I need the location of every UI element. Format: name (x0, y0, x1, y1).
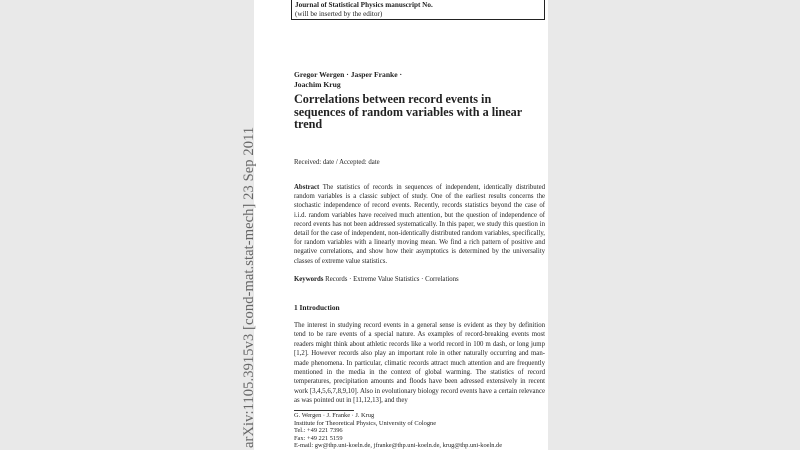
arxiv-stamp: arXiv:1105.3915v3 [cond-mat.stat-mech] 23 Sep 2011 (241, 126, 257, 448)
authors-line-2: Joachim Krug (294, 80, 341, 89)
author-list (294, 70, 544, 90)
affiliation-names: G. Wergen · J. Franke · J. Krug (294, 412, 375, 419)
abstract-label: Abstract (294, 184, 320, 191)
keywords-label: Keywords (294, 276, 324, 283)
journal-header-box (291, 0, 545, 20)
keywords-text: Records · Extreme Value Statistics · Correlations (325, 276, 459, 283)
affiliation-email: E-mail: gw@thp.uni-koeln.de, jfranke@thp.uni-koeln.de, krug@thp.uni-koeln.de (294, 442, 503, 450)
footnote-rule (294, 410, 354, 411)
introduction-text: The interest in studying record events in a general sense is evident as they by definition tend to be rare events of a special nature. As examples of record-breaking events most readers might think about athletic records like a world record in 100 m dash, or long jump [1,2]. However records also play an important role in other naturally occurring and man-made phenomena. In particular, climatic records attract much attention and are frequently mentioned in the media in the context of global warming. The statistics of record temperatures, precipitation amounts and floods have been adressed extensively in recent work [3,4,5,6,7,8,9,10]. Also in evolutionary biology record events have a certain relevance as was pointed out in [11,12,13], and they (294, 322, 545, 405)
affiliation-tel: Tel.: +49 221 7396 (294, 427, 343, 435)
keywords (294, 276, 545, 283)
editor-note: (will be inserted by the editor) (295, 10, 383, 18)
abstract-text: The statistics of records in sequences of independent, identically distributed random variables is a classic subject of study. One of the earliest results concerns the stochastic independence of record events. Recently, records statistics beyond the case of i.i.d. random variables have received much attention, but the question of independence of record events has not been addressed systematically. In this paper, we study this question in detail for the case of independent, non-identically distributed random variables, specifically, for random variables with a linearly moving mean. We find a rich pattern of positive and negative correlations, and show how their asymptotics is determined by the universality classes of extreme value statistics. (294, 184, 546, 265)
authors-line-1: Gregor Wergen · Jasper Franke · (294, 70, 403, 79)
affiliation-institute: Institute for Theoretical Physics, University of Cologne (294, 419, 437, 427)
abstract (294, 183, 545, 266)
journal-name: Journal of Statistical Physics manuscript No. (295, 1, 433, 9)
received-date: Received: date / Accepted: date (294, 159, 380, 166)
affiliation-fax: Fax: +49 221 5159 (294, 434, 343, 442)
affiliation-block (294, 412, 545, 450)
section-heading: 1 Introduction (294, 303, 340, 312)
paper-title: Correlations between record events in sequences of random variables with a linear trend (294, 92, 522, 131)
